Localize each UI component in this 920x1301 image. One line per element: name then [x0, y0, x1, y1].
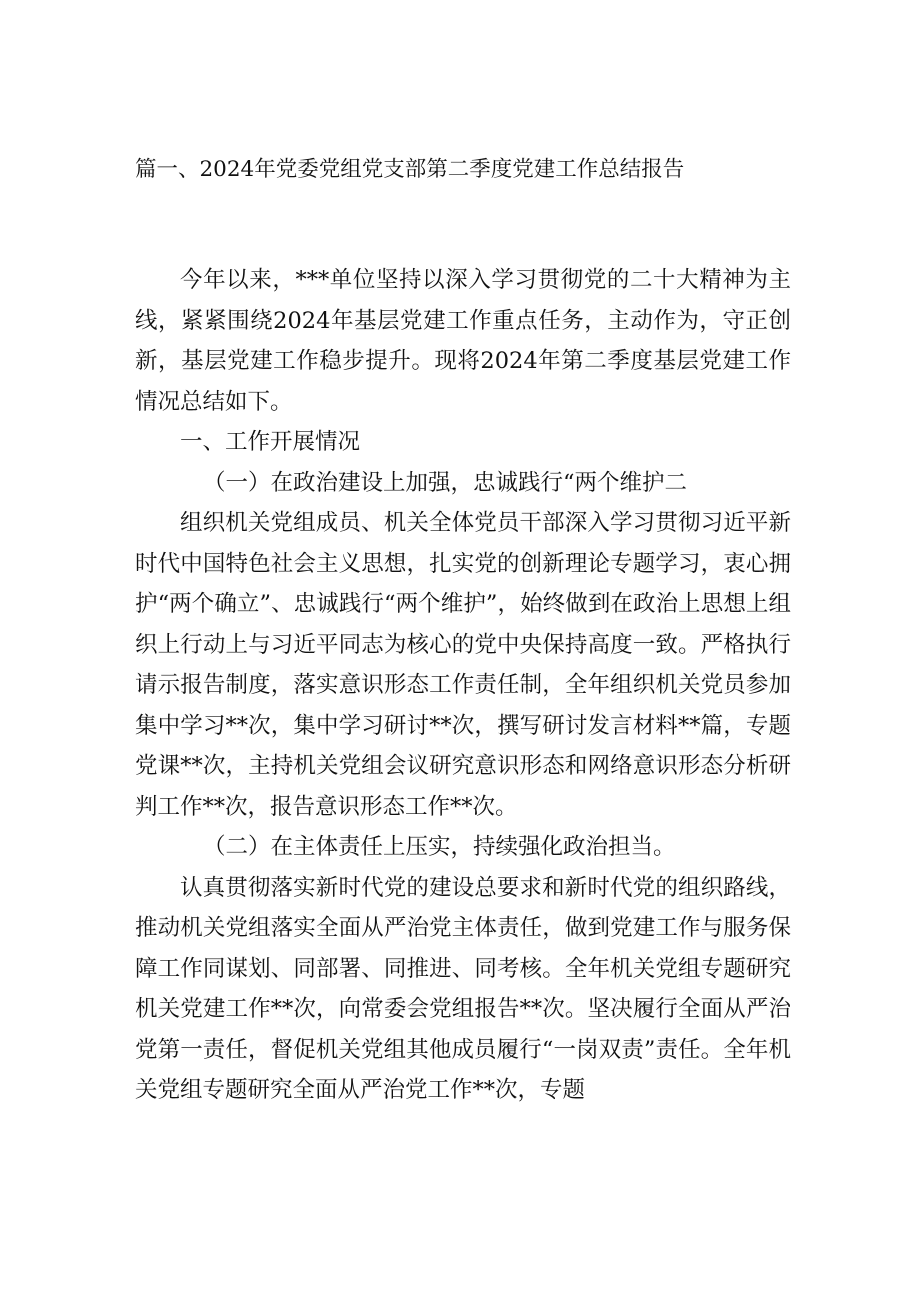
subsection-heading-2: （二）在主体责任上压实，持续强化政治担当。 [203, 834, 676, 860]
document-title: 篇一、2024年党委党组党支部第二季度党建工作总结报告 [135, 157, 685, 182]
document-body [135, 260, 791, 1111]
intro-paragraph: 今年以来，***单位坚持以深入学习贯彻党的二十大精神为主线，紧紧围绕2024年基层党建工作重点任务，主动作为，守正创新，基层党建工作稳步提升。现将2024年第二季度基层党建工作情况总结如下。 [135, 267, 791, 415]
subsection-heading-1: （一）在政治建设上加强，忠诚践行“两个维护二 [203, 469, 688, 496]
section-heading: 一、工作开展情况 [180, 429, 361, 455]
body-paragraph-2: 认真贯彻落实新时代党的建设总要求和新时代党的组织路线，推动机关党组落实全面从严治党主体责任，做到党建工作与服务保障工作同谋划、同部署、同推进、同考核。全年机关党组专题研究机关党建工作**次，向常委会党组报告**次。坚决履行全面从严治党第一责任，督促机关党组其他成员履行“一岗双责”责任。全年机关党组专题研究全面从严治党工作**次，专题 [135, 874, 791, 1103]
body-paragraph-1: 组织机关党组成员、机关全体党员干部深入学习贯彻习近平新时代中国特色社会主义思想，扎实党的创新理论专题学习，衷心拥护“两个确立”、忠诚践行“两个维护”，始终做到在政治上思想上组织上行动上与习近平同志为核心的党中央保持高度一致。严格执行请示报告制度，落实意识形态工作责任制，全年组织机关党员参加集中学习**次，集中学习研讨**次，撰写研讨发言材料**篇，专题党课**次，主持机关党组会议研究意识形态和网络意识形态分析研判工作**次，报告意识形态工作**次。 [135, 510, 791, 820]
